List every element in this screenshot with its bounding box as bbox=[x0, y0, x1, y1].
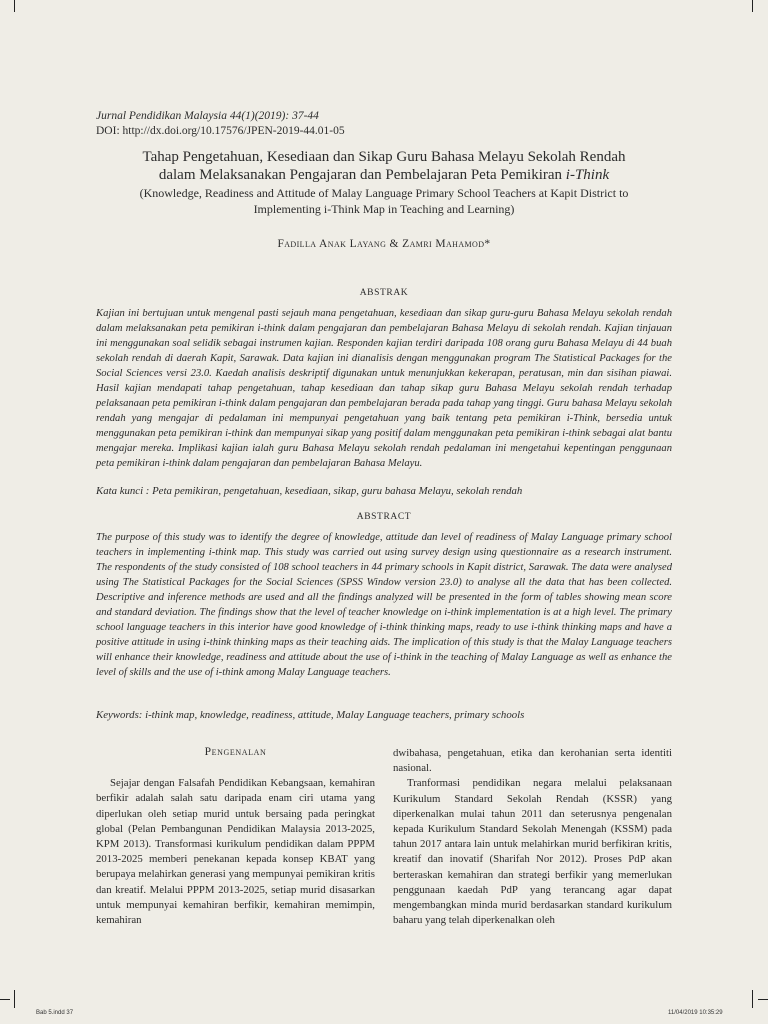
journal-reference: Jurnal Pendidikan Malaysia 44(1)(2019): 37-44 bbox=[96, 110, 319, 122]
right-column bbox=[393, 746, 672, 928]
abbr-kssr: KSSR bbox=[606, 792, 634, 805]
intro-p2-text-1: Tranformasi pendidikan negara melalui pelaksanaan Kurikulum Standard Sekolah Rendah ( bbox=[393, 777, 672, 805]
intro-p1-text-5: 2013-2025, setiap murid disasarkan untuk mempunyai kemahiran berfikir, kemahiran memimpin, kemahiran bbox=[96, 883, 375, 927]
intro-paragraph-1 bbox=[96, 776, 375, 928]
crop-mark-top-left bbox=[14, 0, 15, 12]
title-english-line1: (Knowledge, Readiness and Attitude of Malay Language Primary School Teachers at Kapit District to bbox=[139, 186, 629, 200]
title-english bbox=[96, 186, 672, 217]
crop-mark-bottom-left-h bbox=[0, 999, 10, 1000]
section-heading-pengenalan: Pengenalan bbox=[204, 746, 267, 758]
footer-filename: Bab 5.indd 37 bbox=[36, 1010, 74, 1016]
title-malay-line2 bbox=[96, 166, 672, 184]
intro-paragraph-continued: dwibahasa, pengetahuan, etika dan kerohanian serta identiti nasional. bbox=[393, 747, 672, 775]
abstrak-keywords: Kata kunci : Peta pemikiran, pengetahuan, kesediaan, sikap, guru bahasa Melayu, sekolah rendah bbox=[96, 485, 523, 497]
intro-p2-text-3: ) pada tahun 2017 antara lain untuk melahirkan murid berfikiran kritis, kreatif dan inovatif (Sharifah Nor 2012). Proses PdP akan berteraskan kemahiran dan strategi berfikir yang memerlukan penggunaan kaedah PdP yang terancang agar dapat mengembangkan minda murid berdasarkan standard kurikulum baharu yang telah diperkenalkan oleh bbox=[393, 823, 672, 927]
title-malay-line1: Tahap Pengetahuan, Kesediaan dan Sikap Guru Bahasa Melayu Sekolah Rendah bbox=[142, 149, 626, 165]
title-english-line2: Implementing i-Think Map in Teaching and Learning) bbox=[253, 201, 515, 216]
abstract-heading: ABSTRACT bbox=[356, 512, 412, 522]
intro-p1-text-2: 2013). Transformasi kurikulum pendidikan dalam bbox=[119, 838, 348, 851]
crop-mark-bottom-right-h bbox=[758, 999, 768, 1000]
journal-header bbox=[96, 109, 676, 139]
abbr-pppm-2: PPPM bbox=[186, 883, 215, 896]
abstrak-heading: ABSTRAK bbox=[359, 288, 409, 298]
title-malay bbox=[96, 148, 672, 184]
intro-paragraph-2 bbox=[393, 776, 672, 928]
article-title bbox=[96, 148, 672, 217]
left-column bbox=[96, 745, 375, 928]
abbr-pppm: PPPM bbox=[347, 838, 375, 851]
abstract-body-part1: The purpose of this study was to identify the degree of knowledge, attitude dan level of readiness of Malay Language primary school teachers in implementing i-think map. This study was carried out using survey design using questionnaire as a research instrument. The respondents of the study consisted of 108 school teachers in 44 primary schools in Kapit district, Sarawak. The data were analysed using The Statistical Packages for the Social Sciences ( bbox=[96, 532, 672, 588]
intro-p1-text-1: Sejajar dengan Falsafah Pendidikan Kebangsaan, kemahiran berfikir adalah salah satu daripada enam ciri utama yang diperlukan oleh setiap murid untuk bersaing pada peringkat global (Pelan Pembangunan Pendidikan Malaysia 2013-2025, bbox=[96, 777, 375, 835]
abbr-kbat: KBAT bbox=[319, 853, 348, 866]
title-malay-line2-text: dalam Melaksanakan Pengajaran dan Pembelajaran Peta Pemikiran bbox=[158, 167, 566, 183]
abstract-body bbox=[96, 530, 672, 680]
title-malay-line2-italic: i-Think bbox=[565, 167, 610, 183]
intro-p1-text-3: 2013-2025 memberi penekanan kepada konsep bbox=[96, 853, 320, 866]
crop-mark-bottom-right bbox=[752, 990, 753, 1008]
crop-mark-top-right bbox=[752, 0, 753, 12]
abstrak-body: Kajian ini bertujuan untuk mengenal pasti sejauh mana pengetahuan, kesediaan dan sikap guru-guru Bahasa Melayu sekolah rendah dalam melaksanakan peta pemikiran i-think dalam pengajaran dan pembelajaran Bahasa Melayu di sekolah rendah. Kajian tinjauan ini menggunakan soal selidik sebagai instrumen kajian. Responden kajian terdiri daripada 108 orang guru Bahasa Melayu di 44 buah sekolah rendah di daerah Kapit, Sarawak. Data kajian ini dianalisis dengan menggunakan program The Statistical Packages for the Social Sciences versi 23.0. Kaedah analisis deskriptif digunakan untuk menunjukkan kekerapan, peratusan, min dan sisihan piawai. Hasil kajian mendapati tahap pengetahuan, tahap kesediaan dan tahap sikap guru Bahasa Melayu sekolah rendah terhadap pelaksanaan peta pemikiran i-think dalam pengajaran dan pembelajaran berada pada tahap yang tinggi. Guru bahasa Melayu sekolah rendah yang mengajar di pedalaman ini mempunyai pengetahuan yang baik tentang peta pemikiran i-Think, bersedia untuk menggunakan peta pemikiran i-think dan mempunyai sikap yang positif dalam menggunakan peta pemikiran i-think sebagai alat bantu mengajar mereka. Implikasi kajian ialah guru Bahasa Melayu sekolah rendah pedalaman ini mengetahui kepentingan penggunaan peta pemikiran i-think dalam pengajaran dan pembelajaran Bahasa Melayu. bbox=[96, 308, 672, 469]
authors: Fadilla Anak Layang & Zamri Mahamod* bbox=[277, 238, 491, 250]
doi-link[interactable]: DOI: http://dx.doi.org/10.17576/JPEN-2019-44.01-05 bbox=[96, 125, 345, 137]
abbr-kssm: KSSM bbox=[614, 823, 644, 836]
abstract-keywords: Keywords: i-think map, knowledge, readiness, attitude, Malay Language teachers, primary schools bbox=[96, 709, 525, 721]
abstract-body-part2: Window version 23.0) to analyse all the data that has been collected. Descriptive and inference methods are used and all the findings analyzed will be presented in the form of tables showing mean score and standard deviation. The findings show that the level of teacher knowledge on i-think implementation is at a high level. The primary school language teachers in this interior have good knowledge of i-think thinking maps, ready to use i-think thinking maps and have a positive attitude in using i-think thinking maps as their teaching aids. The implication of this study is that the Malay Language teachers will enhance their knowledge, readiness and attitude about the use of i-think in the teaching of Malay Language as well as enhance the level of skills and the use of i-think among Malay Language teachers. bbox=[96, 577, 673, 678]
footer-timestamp: 11/04/2019 10:35:29 bbox=[668, 1010, 723, 1016]
intro-p2-text-2: ) yang diperkenalkan mulai tahun 2011 dan seterusnya pengenalan kepada Kurikulum Standard Sekolah Menengah ( bbox=[393, 792, 672, 836]
intro-p1-text-4: yang berupaya melahirkan generasi yang mempunyai pemikiran kritis dan kreatif. Melalui bbox=[96, 853, 375, 896]
crop-mark-bottom-left bbox=[14, 990, 15, 1008]
abstract-spss: SPSS bbox=[340, 577, 363, 588]
abbr-kpm: KPM bbox=[96, 838, 120, 851]
